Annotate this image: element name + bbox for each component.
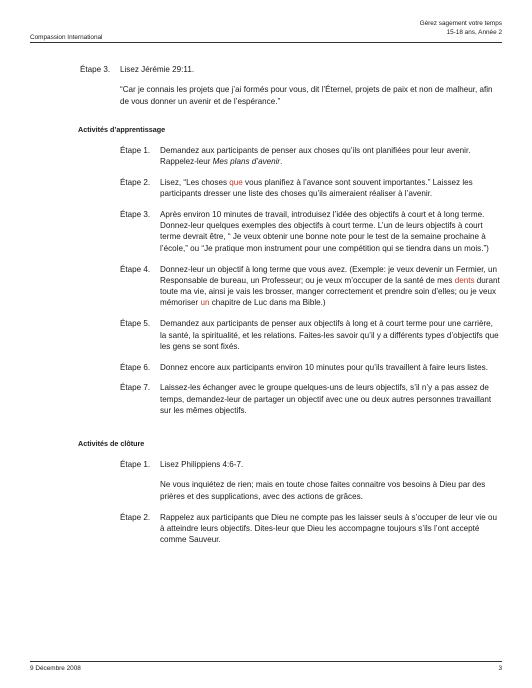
header-title <box>420 20 502 37</box>
text-part: Lisez, “Les choses <box>160 177 230 187</box>
step-body <box>160 318 500 352</box>
step-text: Lisez Jérémie 29:11. <box>120 65 195 74</box>
text-part: Donnez-leur un objectif à long terme que vous avez. (Exemple: je veux devenir un Fermier, un Responsable de bureau, un Professeur; ou je veux m’occuper de la santé de mes <box>160 264 497 285</box>
highlighted-word: que <box>229 177 243 187</box>
footer-rule <box>30 661 502 662</box>
learning-step-3 <box>80 209 500 254</box>
step-text: Après environ 10 minutes de travail, introduisez l’idée des objectifs à court et à long terme. Donnez-leur quelques exemples des objectifs à court terme. L’un de leurs objectifs à court terme devrait être, “ Je veux obtenir une bonne note pour le test de la semaine prochaine à l’école,” ou “Je pratique mon instrument pour une compétition qui se tiendra dans un mois.”) <box>160 209 489 253</box>
text-part: chapitre de Luc dans ma Bible.) <box>209 298 326 308</box>
text-part: durant toute ma vie, ainsi je vais les brosser, manger correctement et prendre soin d’elles; ou je veux mémoriser <box>160 275 500 308</box>
step-label: Étape 4. <box>120 264 151 274</box>
header-lesson-title: Gérez sagement votre temps <box>419 20 502 27</box>
step-label: Étape 1. <box>120 460 151 470</box>
step-text <box>160 177 500 200</box>
header-age-group: 15-18 ans, Année 2 <box>446 28 502 36</box>
step-label: Étape 2. <box>120 177 151 187</box>
step-label: Étape 6. <box>120 362 151 372</box>
page-number: 3 <box>498 665 502 672</box>
header-rule <box>30 42 502 43</box>
scripture-quote: “Car je connais les projets que j’ai formés pour vous, dit l’Éternel, projets de paix et non de malheur, afin de vous donner un avenir et de l’espérance.” <box>120 85 493 106</box>
text-part: Demandez aux participants de penser aux choses qu’ils ont planifiées pour leur avenir. Rappelez-leur <box>160 145 471 166</box>
text-part: . <box>280 156 283 166</box>
step-body <box>160 382 500 416</box>
step-label: Étape 7. <box>120 383 151 393</box>
step-text <box>160 145 500 168</box>
learning-step-7 <box>80 382 500 416</box>
step-body <box>160 512 500 546</box>
step-label: Étape 2. <box>120 512 151 522</box>
step-body <box>120 64 500 107</box>
step-body <box>160 177 500 200</box>
closing-step-1 <box>80 459 500 502</box>
learning-step-6 <box>80 362 500 373</box>
step-label: Étape 3. <box>120 209 151 219</box>
step-text: Donnez encore aux participants environ 10 minutes pour qu’ils travaillent à faire leurs listes. <box>160 362 488 372</box>
step-text: Demandez aux participants de penser aux objectifs à long et à court terme pour une carrière, la santé, la spiritualité, et les relations. Faites-les savoir qu’il y a différents types d’objectifs que les gens se sont fixés. <box>160 319 499 351</box>
scripture-quote: Ne vous inquiétez de rien; mais en toute chose faites connaitre vos besoins à Dieu par des prières et des supplications, avec des actions de grâces. <box>160 480 486 501</box>
step-text: Lisez Philippiens 4:6-7. <box>160 460 244 470</box>
section-heading-closing: Activités de clôture <box>78 439 145 449</box>
learning-step-4 <box>80 264 500 309</box>
step-body <box>160 264 500 309</box>
learning-step-5 <box>80 318 500 352</box>
step-text: Laissez-les échanger avec le groupe quelques-uns de leurs objectifs, s’il n’y a pas assez de temps, demandez-leur de partager un objectif avec une ou deux autres personnes travaillant sur les mêmes objectifs. <box>160 383 492 416</box>
step-body <box>160 145 500 168</box>
learning-step-1 <box>80 145 500 168</box>
section-heading-learning: Activités d’apprentissage <box>78 124 166 134</box>
italic-title: Mes plans d’avenir <box>212 156 281 166</box>
step-body <box>160 362 500 373</box>
highlighted-word: un <box>200 298 210 308</box>
step-label: Étape 1. <box>120 145 151 155</box>
step-body <box>160 459 500 502</box>
step-text <box>160 264 500 309</box>
step-label: Étape 5. <box>120 319 151 329</box>
text-part: vous planifiez à l’avance sont souvent importantes.” Laissez les participants dresser une liste des choses qu’ils aimeraient réaliser à l’avenir. <box>160 177 473 199</box>
highlighted-word: dents <box>454 275 475 285</box>
step-label: Étape 3. <box>80 65 111 74</box>
step-body <box>160 209 500 254</box>
footer-date: 9 Décembre 2008 <box>30 665 81 672</box>
closing-step-2 <box>80 512 500 546</box>
learning-step-2 <box>80 177 500 200</box>
intro-step-3 <box>80 64 500 107</box>
page-content <box>80 64 500 545</box>
header-organization: Compassion International <box>30 34 103 41</box>
step-text: Rappelez aux participants que Dieu ne compte pas les laisser seuls à s’occuper de leur vie ou à atteindre leurs objectifs. Dites-leur que Dieu les accompagne toujours s’ils l’ont accepté comme Sauveur. <box>160 512 497 545</box>
